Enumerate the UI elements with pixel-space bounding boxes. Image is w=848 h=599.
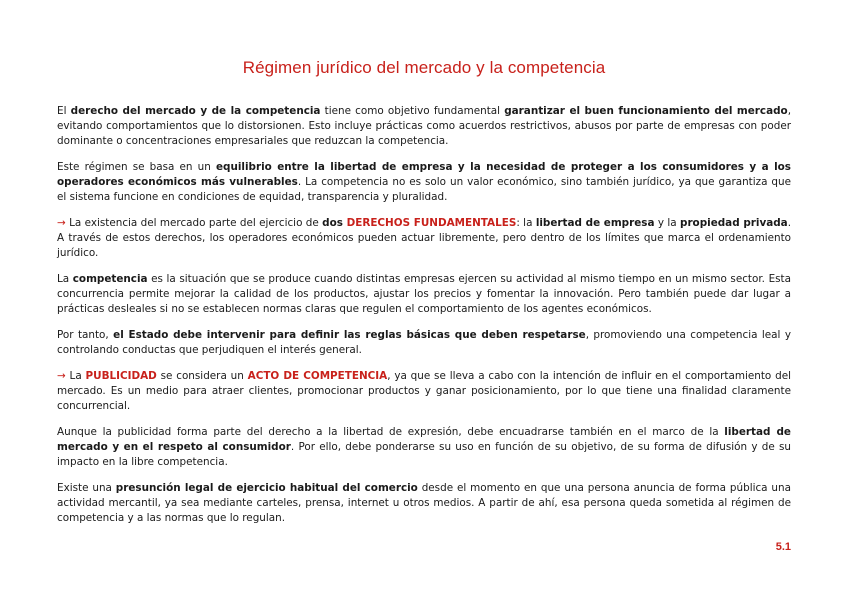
arrow-icon: → (57, 217, 66, 229)
paragraph-regime-balance: Este régimen se basa en un equilibrio entre la libertad de empresa y la necesidad de proteger a los consumidores y a los operadores económicos más vulnerables. La competencia no es solo un valor económico, sino también jurídico, ya que garantiza que el sistema funcione en condiciones de equidad, transparencia y pluralidad. (57, 161, 791, 203)
paragraph-advertising: → La PUBLICIDAD se considera un ACTO DE COMPETENCIA, ya que se lleva a cabo con la intención de influir en el comportamiento del mercado. Es un medio para atraer clientes, promocionar productos y ganar posicionamiento, por lo que tiene una finalidad claramente concurrencial. (57, 370, 791, 412)
paragraph-market-law: El derecho del mercado y de la competencia tiene como objetivo fundamental garantizar el buen funcionamiento del mercado, evitando comportamientos que lo distorsionen. Esto incluye prácticas como acuerdos restrictivos, abusos por parte de empresas con poder dominante o concentraciones empresariales que reduzcan la competencia. (57, 105, 791, 147)
highlight-fundamental-rights: DERECHOS FUNDAMENTALES (346, 217, 517, 229)
paragraph-fundamental-rights: → La existencia del mercado parte del ejercicio de dos DERECHOS FUNDAMENTALES: la libertad de empresa y la propiedad privada. A través de estos derechos, los operadores económicos pueden actuar libremente, pero dentro de los límites que marca el ordenamiento jurídico. (57, 217, 791, 259)
page-number: 5.1 (775, 541, 791, 553)
page-title: Régimen jurídico del mercado y la competencia (242, 58, 606, 77)
arrow-icon: → (57, 370, 66, 382)
paragraph-competition-definition: La competencia es la situación que se produce cuando distintas empresas ejercen su actividad al mismo tiempo en un mismo sector. Esta concurrencia permite mejorar la calidad de los productos, ajustar los precios y fomentar la innovación. Pero también puede dar lugar a prácticas desleales si no se establecen normas claras que regulen el comportamiento de los agentes económicos. (57, 273, 791, 315)
document-body (57, 104, 791, 537)
highlight-competition-act: ACTO DE COMPETENCIA (247, 370, 388, 382)
paragraph-freedom-of-expression: Aunque la publicidad forma parte del derecho a la libertad de expresión, debe encuadrarse también en el marco de la libertad de mercado y en el respeto al consumidor. Por ello, debe ponderarse su uso en función de su objetivo, de su forma de difusión y de su impacto en la libre competencia. (57, 426, 791, 468)
paragraph-legal-presumption: Existe una presunción legal de ejercicio habitual del comercio desde el momento en que una persona anuncia de forma pública una actividad mercantil, ya sea mediante carteles, prensa, internet u otros medios. A partir de ahí, esa persona queda sometida al régimen de competencia y a las normas que lo regulan. (57, 482, 791, 524)
paragraph-state-intervention: Por tanto, el Estado debe intervenir para definir las reglas básicas que deben respetarse, promoviendo una competencia leal y controlando conductas que perjudiquen el interés general. (57, 329, 791, 356)
highlight-advertising: PUBLICIDAD (85, 370, 157, 382)
